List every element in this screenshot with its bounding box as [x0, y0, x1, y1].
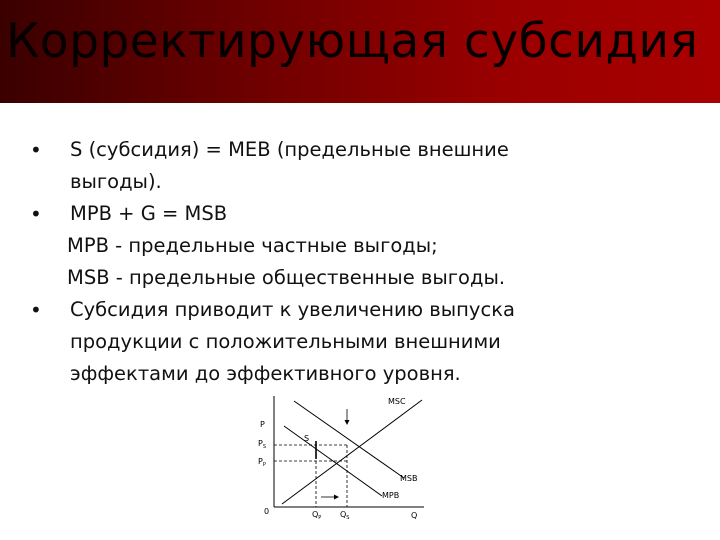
origin-label: 0 [264, 507, 270, 516]
bullet-line: MPB + G = MSB [70, 202, 228, 225]
mpb-label: MPB [382, 491, 400, 500]
bullet-line: продукции с положительными внешними [70, 330, 501, 353]
title-banner [0, 0, 720, 103]
mpb-curve [284, 426, 382, 496]
output-arrowhead-icon [334, 495, 339, 500]
definition-line: MPB - предельные частные выгоды; [67, 234, 438, 257]
msb-curve [294, 401, 404, 478]
bullet-item [30, 198, 670, 230]
msc-label: MSC [388, 397, 406, 406]
msb-label: MSB [400, 474, 418, 483]
slide-title: Корректирующая субсидия [6, 14, 699, 69]
bullet-dot-icon: • [30, 138, 42, 162]
bullet-dot-icon: • [30, 298, 42, 322]
bullet-line: эффектами до эффективного уровня. [70, 362, 461, 385]
bullet-line: выгоды). [70, 170, 162, 193]
subsidy-label: S [304, 434, 310, 443]
bullet-item [30, 134, 670, 198]
msc-curve [282, 400, 422, 504]
bullet-item [30, 294, 670, 390]
definition-line: MSB - предельные общественные выгоды. [67, 266, 506, 289]
axis-q-label: Q [411, 511, 418, 520]
axis-p-label: P [260, 420, 265, 429]
bullet-line: Субсидия приводит к увеличению выпуска [70, 298, 515, 321]
qs-label: $Q_S$ [340, 510, 350, 521]
bullet-list [30, 134, 670, 390]
pp-label: $P_P$ [258, 457, 266, 468]
qp-label: $Q_P$ [312, 510, 322, 521]
subsidy-diagram [254, 386, 434, 526]
bullet-dot-icon: • [30, 202, 42, 226]
price-arrowhead-icon [345, 420, 350, 425]
ps-label: $P_S$ [258, 439, 267, 450]
bullet-line: S (субсидия) = MEB (предельные внешние [70, 138, 509, 161]
